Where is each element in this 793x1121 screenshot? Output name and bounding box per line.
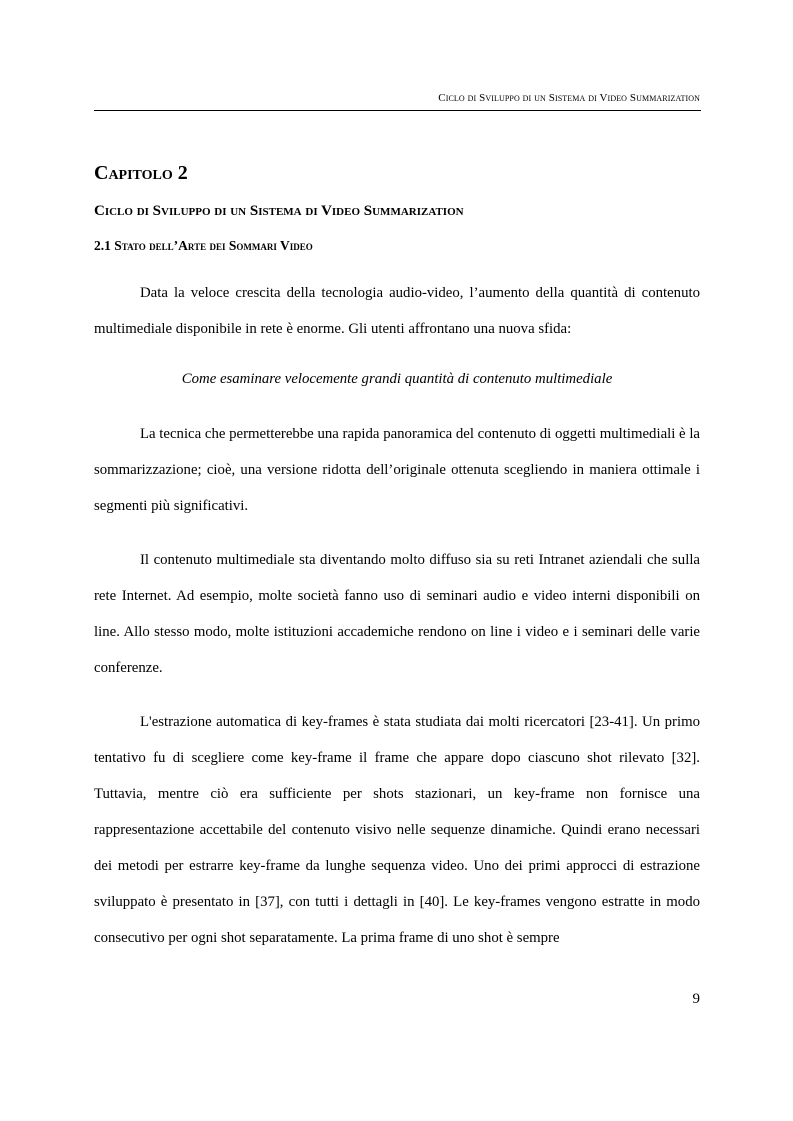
section-heading: 2.1 Stato dell’Arte dei Sommari Video (94, 238, 313, 253)
italic-quote: Come esaminare velocemente grandi quantità di contenuto multimediale (181, 371, 613, 387)
paragraph-1: Data la veloce crescita della tecnologia audio-video, l’aumento della quantità di contenuto multimediale disponibile in rete è enorme. Gli utenti affrontano una nuova sfida: (94, 285, 700, 337)
header-rule (94, 110, 701, 111)
page-number: 9 (692, 991, 700, 1007)
running-header: Ciclo di Sviluppo di un Sistema di Video Summarization (438, 92, 700, 104)
paragraph-2: La tecnica che permetterebbe una rapida panoramica del contenuto di oggetti multimediali è la sommarizzazione; cioè, una versione ridotta dell’originale ottenuta scegliendo in maniera ottimale i segmenti più significativi. (94, 426, 700, 514)
paragraph-3: Il contenuto multimediale sta diventando molto diffuso sia su reti Intranet aziendali che sulla rete Internet. Ad esempio, molte società fanno uso di seminari audio e video interni disponibili on line. Allo stesso modo, molte istituzioni accademiche rendono on line i video e i seminari delle varie conferenze. (94, 552, 700, 676)
chapter-title: Capitolo 2 (94, 162, 188, 184)
paragraph-4: L'estrazione automatica di key-frames è stata studiata dai molti ricercatori [23-41]. Un primo tentativo fu di scegliere come key-frame il frame che appare dopo ciascuno shot rilevato [32]. Tuttavia, mentre ciò era sufficiente per shots stazionari, un key-frame non fornisce una rappresentazione accettabile del contenuto visivo nelle sequenze dinamiche. Quindi erano necessari dei metodi per estrarre key-frame da lunghe sequenza video. Uno dei primi approcci di estrazione sviluppato è presentato in [37], con tutti i dettagli in [40]. Le key-frames vengono estratte in modo consecutivo per ogni shot separatamente. La prima frame di uno shot è sempre (94, 714, 700, 946)
chapter-subtitle: Ciclo di Sviluppo di un Sistema di Video Summarization (94, 203, 464, 219)
